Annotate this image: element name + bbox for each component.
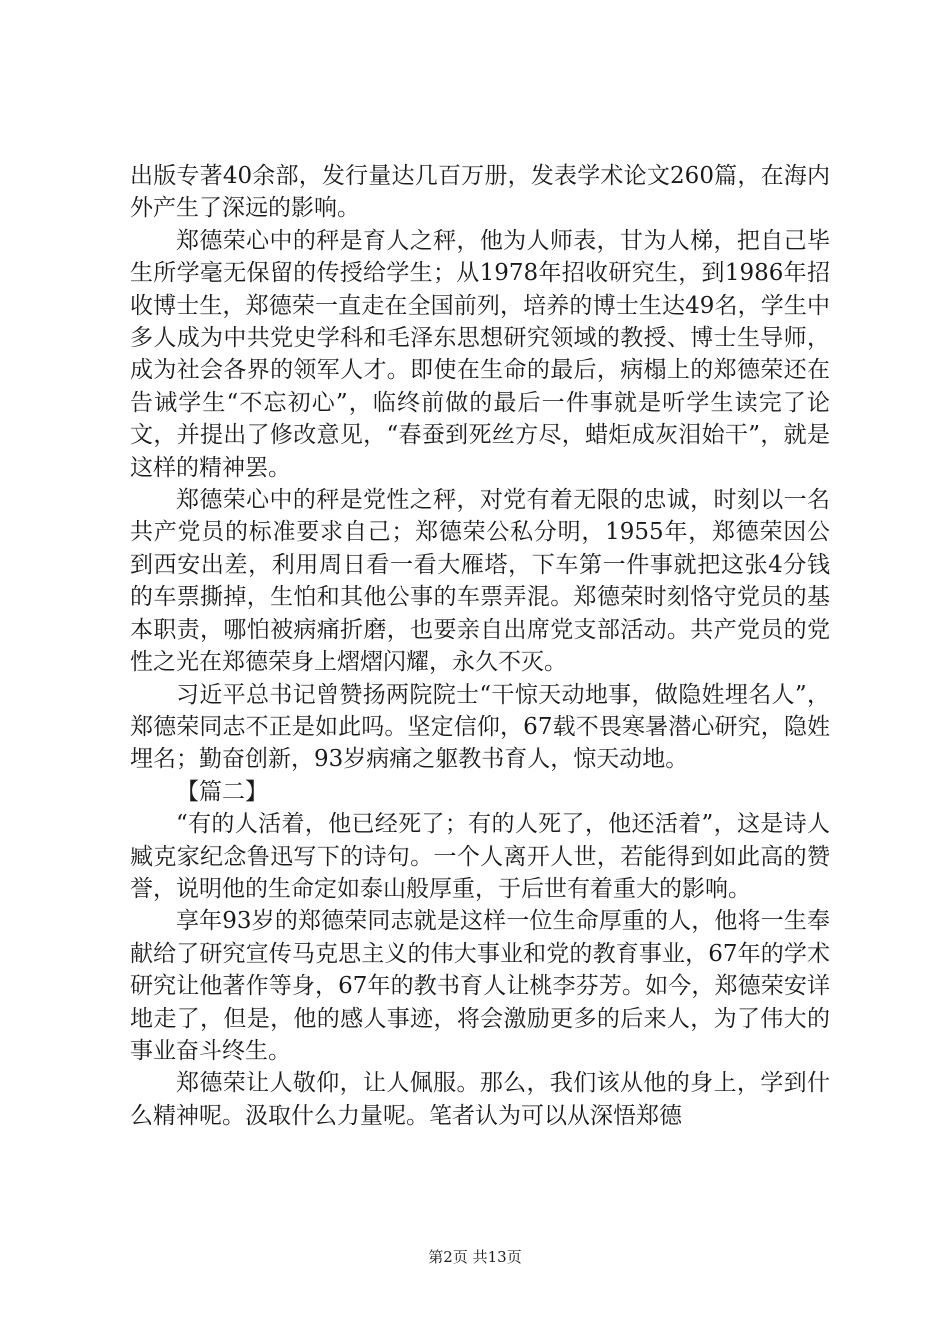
- paragraph-2: 郑德荣心中的秤是育人之秤，他为人师表，甘为人梯，把自己毕生所学毫无保留的传授给学生；从1978年招收研究生，到1986年招收博士生，郑德荣一直走在全国前列，培养的博士生达49名，学生中多人成为中共党史学科和毛泽东思想研究领域的教授、博士生导师，成为社会各界的领军人才。即使在生命的最后，病榻上的郑德荣还在告诫学生“不忘初心”，临终前做的最后一件事就是听学生读完了论文，并提出了修改意见，“春蚕到死丝方尽，蜡炬成灰泪始干”，就是这样的精神罢。: [130, 227, 830, 481]
- section-heading: 【篇二】: [176, 778, 268, 805]
- page-number-label: 第2页 共13页: [428, 1248, 522, 1266]
- page-footer: [0, 1246, 950, 1267]
- paragraph-3: 郑德荣心中的秤是党性之秤，对党有着无限的忠诚，时刻以一名共产党员的标准要求自己；郑德荣公私分明，1955年，郑德荣因公到西安出差，利用周日看一看大雁塔，下车第一件事就把这张4分钱的车票撕掉，生怕和其他公事的车票弄混。郑德荣时刻恪守党员的基本职责，哪怕被病痛折磨，也要亲自出席党支部活动。共产党员的党性之光在郑德荣身上熠熠闪耀，永久不灭。: [130, 487, 830, 676]
- document-body: [130, 160, 830, 1132]
- paragraph-7: 郑德荣让人敬仰，让人佩服。那么，我们该从他的身上，学到什么精神呢。汲取什么力量呢。笔者认为可以从深悟郑德: [130, 1070, 830, 1129]
- paragraph-4: 习近平总书记曾赞扬两院院士“干惊天动地事，做隐姓埋名人”，郑德荣同志不正是如此吗。坚定信仰，67载不畏寒暑潜心研究，隐姓埋名；勤奋创新，93岁病痛之躯教书育人，惊天动地。: [130, 681, 830, 773]
- paragraph-1: 出版专著40余部，发行量达几百万册，发表学术论文260篇，在海内外产生了深远的影响。: [130, 163, 830, 222]
- paragraph-6: 享年93岁的郑德荣同志就是这样一位生命厚重的人，他将一生奉献给了研究宣传马克思主义的伟大事业和党的教育事业，67年的学术研究让他著作等身，67年的教书育人让桃李芬芳。如今，郑德荣安详地走了，但是，他的感人事迹，将会激励更多的后来人，为了伟大的事业奋斗终生。: [130, 908, 830, 1064]
- paragraph-5: “有的人活着，他已经死了；有的人死了，他还活着”，这是诗人臧克家纪念鲁迅写下的诗句。一个人离开人世，若能得到如此高的赞誉，说明他的生命定如泰山般厚重，于后世有着重大的影响。: [130, 811, 830, 902]
